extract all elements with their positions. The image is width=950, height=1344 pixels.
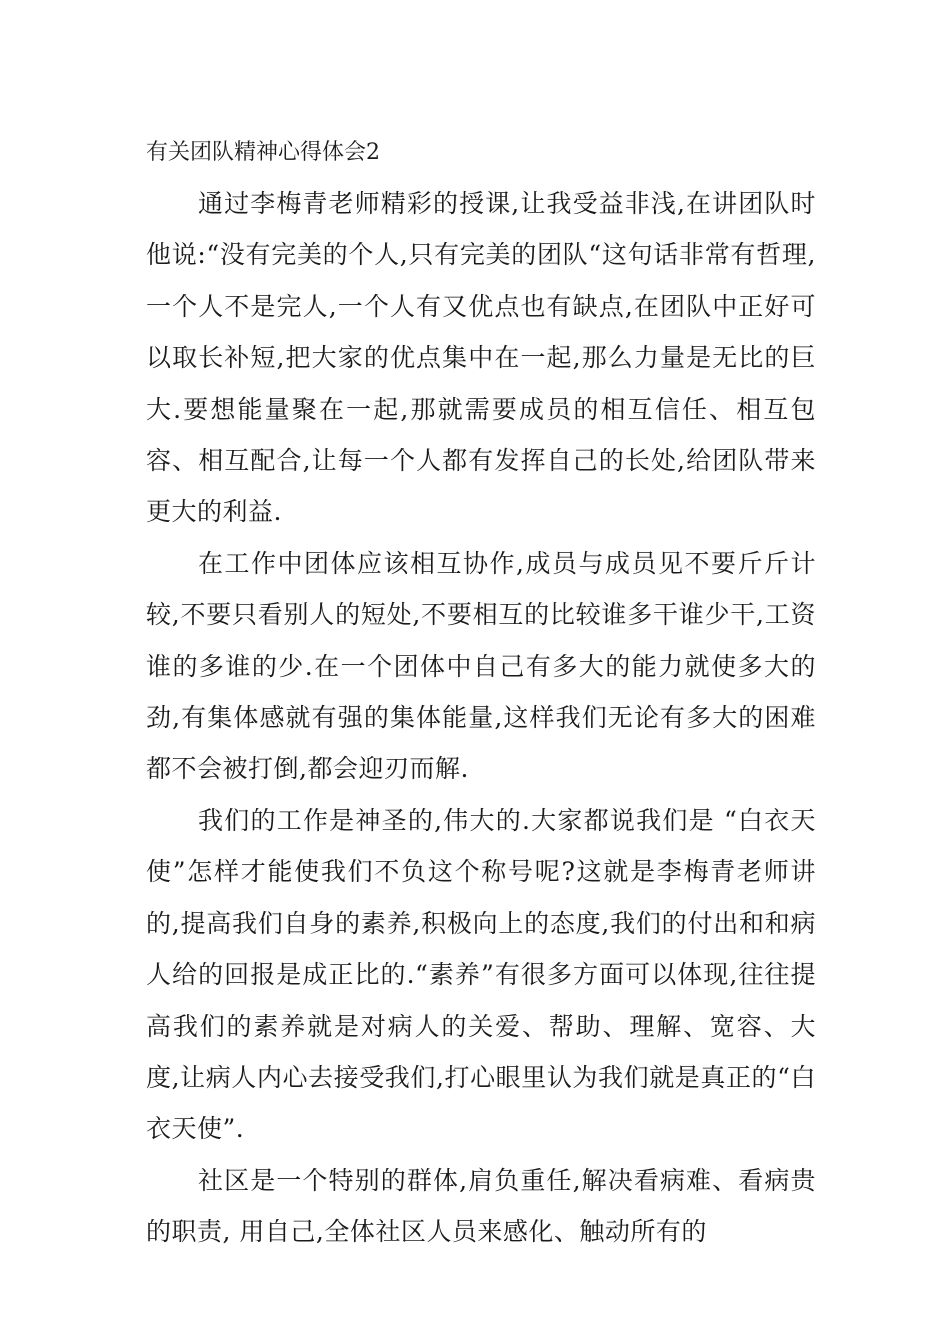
paragraph: 通过李梅青老师精彩的授课,让我受益非浅,在讲团队时他说:“没有完美的个人,只有完美的团队“这句话非常有哲理,一个人不是完人,一个人有又优点也有缺点,在团队中正好可以取长补短,把大家的优点集中在一起,那么力量是无比的巨大.要想能量聚在一起,那就需要成员的相互信任、相互包容、相互配合,让每一个人都有发挥自己的长处,给团队带来更大的利益. [146,189,816,527]
document-title: 有关团队精神心得体会2 [146,140,380,165]
paragraph: 在工作中团体应该相互协作,成员与成员见不要斤斤计较,不要只看别人的短处,不要相互的比较谁多干谁少干,工资谁的多谁的少.在一个团体中自己有多大的能力就使多大的劲,有集体感就有强的集体能量,这样我们无论有多大的困难都不会被打倒,都会迎刃而解. [146,548,816,784]
paragraph: 社区是一个特别的群体,肩负重任,解决看病难、看病贵的职责, 用自己,全体社区人员来感化、触动所有的 [146,1165,816,1247]
paragraph: 我们的工作是神圣的,伟大的.大家都说我们是 “白衣天使”怎样才能使我们不负这个称号呢?这就是李梅青老师讲的,提高我们自身的素养,积极向上的态度,我们的付出和和病人给的回报是成正比的.“素养”有很多方面可以体现,往往提高我们的素养就是对病人的关爱、帮助、理解、宽容、大度,让病人内心去接受我们,打心眼里认为我们就是真正的“白衣天使”. [146,805,816,1144]
document-body [146,128,816,1258]
